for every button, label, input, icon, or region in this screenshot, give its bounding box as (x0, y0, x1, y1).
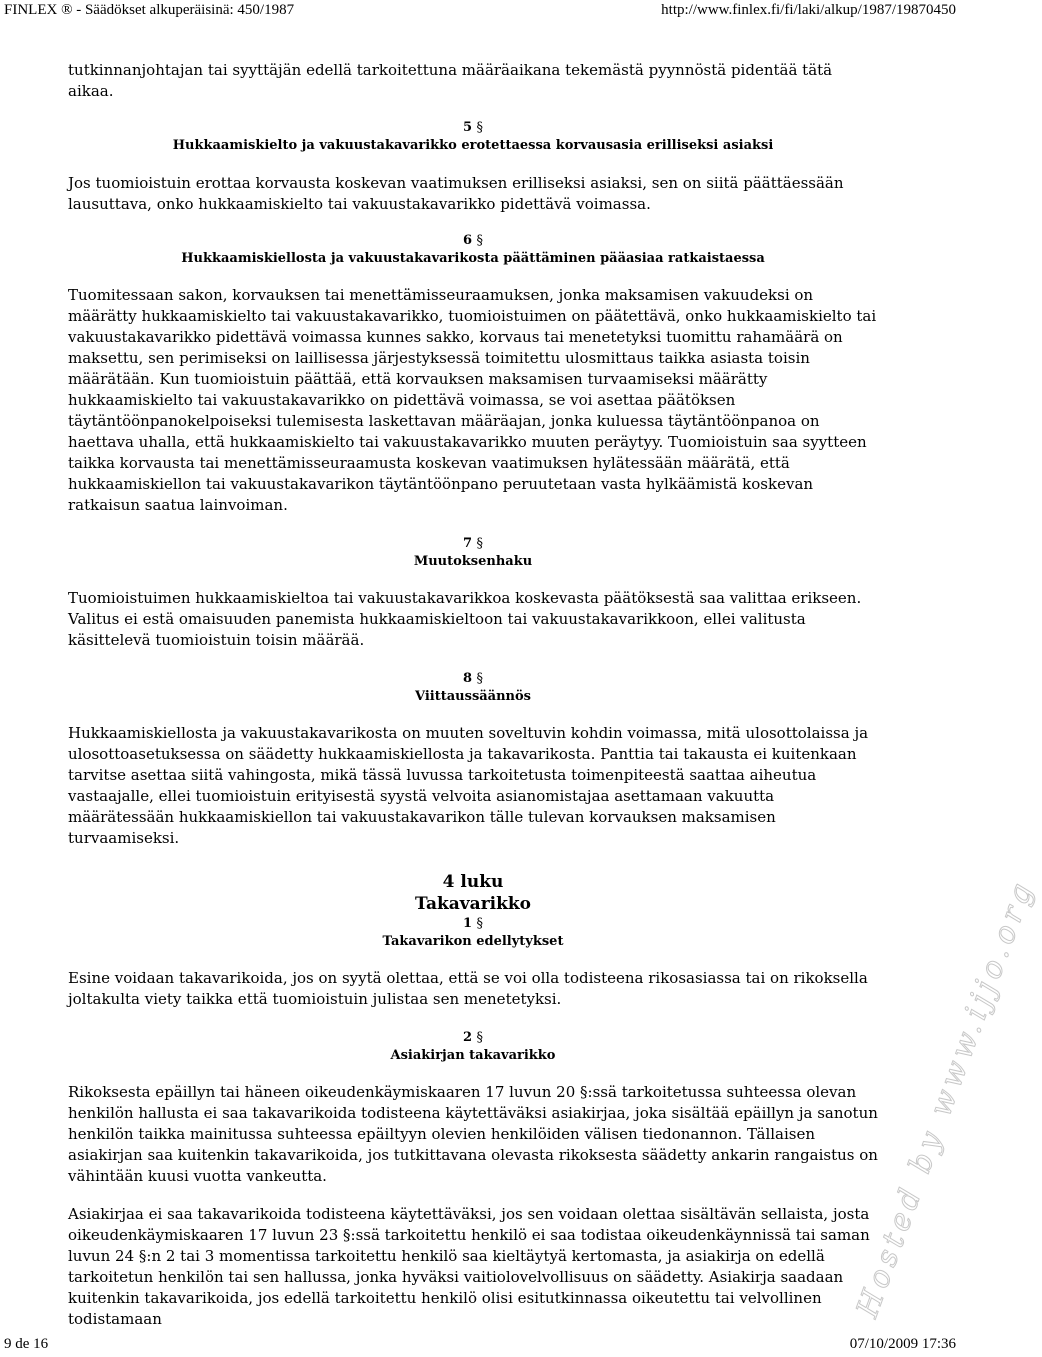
section-number: 5 (462, 120, 472, 135)
section-7-heading (68, 535, 878, 571)
text-run: :ssä tarkoitetussa suhteessa olevan henkilön hallusta ei saa takavarikoida todisteena käytettäväksi asiakirjaa, joka sisältää epäillyn ja sanotun henkilön taikka mainitussa suhteessa epäiltyyn olevien henkilöiden välisen tiedonannon. Tällaisen asiakirjan saa kuitenkin takavarikoida, jos tutkittavana olevasta rikoksesta säädetty ankarin rangaistus on vähintään kuusi vuotta vankeutta. (68, 1083, 878, 1185)
chapter-number: 4 luku (442, 872, 504, 892)
section-title: Asiakirjan takavarikko (390, 1048, 556, 1063)
intro-line: tutkinnanjohtajan tai syyttäjän edellä tarkoitettuna määräaikana tekemästä pyynnöstä pidentää tätä aikaa. (68, 61, 833, 100)
section-symbol: § (476, 120, 484, 135)
section-title: Takavarikon edellytykset (382, 934, 564, 949)
section-symbol: § (476, 233, 484, 248)
section-symbol: § (476, 671, 484, 686)
section-number: 2 (462, 1030, 472, 1045)
section-8-text: Hukkaamiskiellosta ja vakuustakavarikosta on muuten soveltuvin kohdin voimassa, mitä ulosottolaissa ja ulosottoasetuksessa on säädetty hukkaamiskiellosta ja takavarikosta. Panttia tai takausta ei kuitenkaan tarvitse asettaa siitä vahingosta, mikä tässä luvussa tarkoitetusta toimenpiteestä saattaa aiheutua vastaajalle, ellei tuomioistuin erityisestä syystä velvoita asianomistajaa asettamaan vakuutta määrätessään hukkaamiskiellon tai vakuustakavarikon tälle tulevan korvauksen maksamisen turvaamiseksi. (68, 724, 869, 847)
section-5-text: Jos tuomioistuin erottaa korvausta koskevan vaatimuksen erilliseksi asiaksi, sen on siitä päättäessään lausuttava, onko hukkaamiskielto tai vakuustakavarikko pidettävä voimassa. (68, 174, 844, 213)
footer-page-number: 9 de 16 (4, 1336, 49, 1352)
section-6-heading (68, 232, 878, 268)
section-symbol: § (138, 1247, 147, 1265)
chapter-4-section-2-paragraph-2 (68, 1204, 878, 1330)
text-run: Asiakirjaa ei saa takavarikoida todisteena käytettäväksi, jos sen voidaan olettaa sisältävän sellaista, josta oikeudenkäymiskaaren 17 luvun 23 (68, 1205, 870, 1244)
chapter-4-heading (68, 871, 878, 915)
chapter-4-section-2-heading (68, 1029, 878, 1065)
section-symbol: § (476, 536, 484, 551)
text-run: :n 2 tai 3 momentissa tarkoitettu henkilö saa kieltäytyä kertomasta, ja asiakirja on edellä tarkoitetun henkilön tai sen hallussa, jonka hyväksi vaitiolovelvollisuus on säädetty. Asiakirja saadaan kuitenkin takavarikoida, jos edellä tarkoitettu henkilö olisi esitutkinnassa oikeutettu tai velvollinen todistamaan (68, 1247, 844, 1328)
section-6-text: Tuomitessaan sakon, korvauksen tai menettämisseuraamuksen, jonka maksamisen vakuudeksi on määrätty hukkaamiskielto tai vakuustakavarikko, tuomioistuimen on päätettävä, onko hukkaamiskielto tai vakuustakavarikko pidettävä voimassa kunnes sakko, korvaus tai menetetyksi tuomittu rahamäärä on maksettu, sen perimiseksi on laillisessa järjestyksessä toimitettu ulosmittaus taikka asiasta toisin määrätään. Kun tuomioistuin päättää, että korvauksen maksamisen turvaamiseksi määrätty hukkaamiskielto tai vakuustakavarikko on pidettävä voimassa, se voi asettaa päätöksen täytäntöönpanokelpoiseksi tulemisesta laskettavan määräajan, jonka kuluessa täytäntöönpanoa on haettava uhalla, että hukkaamiskielto tai vakuustakavarikko muuten peräytyy. Tuomioistuin saa syytteen taikka korvausta tai menettämisseuraamusta koskevan vaatimuksen hylätessään määrätä, että hukkaamiskiellon tai vakuustakavarikon täytäntöönpano peruutetaan vasta hylkäämistä koskevan ratkaisun saatua lainvoiman. (68, 286, 877, 514)
chapter-4-section-2-paragraph-1 (68, 1082, 878, 1187)
chapter-title: Takavarikko (414, 894, 532, 914)
section-symbol: § (476, 916, 484, 931)
text-run: Rikoksesta epäillyn tai häneen oikeudenkäymiskaaren 17 luvun 20 (68, 1083, 576, 1101)
section-7-text: Tuomioistuimen hukkaamiskieltoa tai vakuustakavarikkoa koskevasta päätöksestä saa valittaa erikseen. Valitus ei estä omaisuuden panemista hukkaamiskieltoon tai vakuustakavarikkoon, ellei valitusta käsittelevä tuomioistuin toisin määrää. (68, 589, 862, 649)
section-title: Hukkaamiskielto ja vakuustakavarikko erotettaessa korvausasia erilliseksi asiaksi (172, 138, 774, 153)
section-title: Muutoksenhaku (413, 554, 533, 569)
section-number: 6 (462, 233, 472, 248)
document-body (68, 60, 878, 1330)
chapter-4-section-1-text: Esine voidaan takavarikoida, jos on syytä olettaa, että se voi olla todisteena rikosasiassa tai on rikoksella joltakulta viety taikka että tuomioistuin julistaa sen menetetyksi. (68, 969, 868, 1008)
header-source-title: FINLEX ® - Säädökset alkuperäisinä: 450/1987 (4, 2, 295, 18)
section-symbol: § (476, 1030, 484, 1045)
hosted-by-watermark: Hosted by www.ijjo.org (850, 874, 1042, 1322)
chapter-4-section-1-heading (68, 915, 878, 951)
header-url[interactable]: http://www.finlex.fi/fi/laki/alkup/1987/19870450 (661, 2, 956, 18)
footer-datetime: 07/10/2009 17:36 (849, 1336, 956, 1352)
section-number: 7 (462, 536, 472, 551)
section-symbol: § (580, 1083, 588, 1101)
section-title: Hukkaamiskiellosta ja vakuustakavarikosta päättäminen pääasiaa ratkaistaessa (181, 251, 765, 266)
section-number: 8 (462, 671, 472, 686)
text-run: :ssä tarkoitettu henkilö ei saa todistaa oikeudenkäynnissä tai saman luvun 24 (68, 1226, 870, 1265)
section-number: 1 (462, 916, 472, 931)
section-5-heading (68, 119, 878, 155)
section-8-heading (68, 670, 878, 706)
section-symbol: § (343, 1226, 351, 1244)
section-title: Viittaussäännös (415, 689, 531, 704)
